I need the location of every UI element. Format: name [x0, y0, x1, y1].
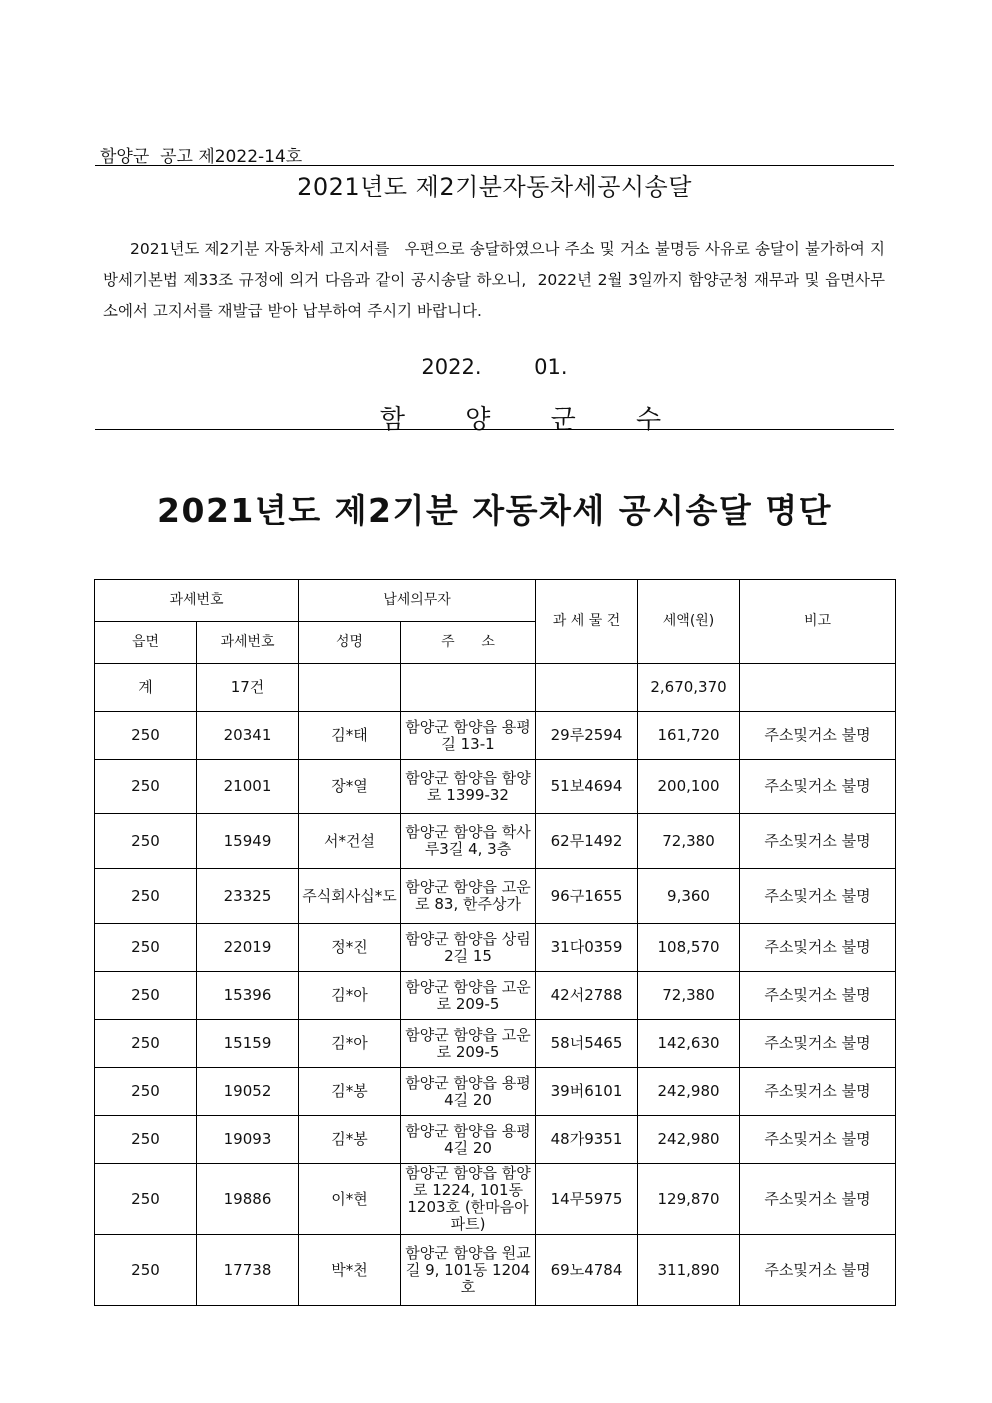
district-cell: 250: [95, 1235, 197, 1306]
tax-object-cell: 42서2788: [536, 972, 638, 1020]
header-tax-number-group: 과세번호: [95, 580, 299, 622]
total-row: [95, 664, 896, 712]
amount-cell: 142,630: [638, 1020, 740, 1068]
amount-cell: 9,360: [638, 869, 740, 924]
district-cell: 250: [95, 760, 197, 814]
address-cell: 함양군 함양읍 학사루3길 4, 3층: [401, 814, 536, 869]
address-cell: 함양군 함양읍 상림2길 15: [401, 924, 536, 972]
address-cell: 함양군 함양읍 용평4길 20: [401, 1116, 536, 1164]
tax-object-cell: 69노4784: [536, 1235, 638, 1306]
amount-cell: 161,720: [638, 712, 740, 760]
notice-subject: 2021년도 제2기분자동차세공시송달: [297, 173, 692, 201]
address-cell: 함양군 함양읍 용평4길 20: [401, 1068, 536, 1116]
tax-object-cell: 58너5465: [536, 1020, 638, 1068]
address-cell: 함양군 함양읍 고운로 83, 한주상가: [401, 869, 536, 924]
tax-number-cell: 19052: [197, 1068, 299, 1116]
total-amount: 2,670,370: [638, 664, 740, 712]
district-cell: 250: [95, 712, 197, 760]
tax-object-cell: 31다0359: [536, 924, 638, 972]
amount-cell: 311,890: [638, 1235, 740, 1306]
note-cell: 주소및거소 불명: [740, 1235, 896, 1306]
issuer-divider: [95, 429, 894, 430]
tax-number-cell: 15396: [197, 972, 299, 1020]
name-cell: 장*열: [299, 760, 401, 814]
tax-object-cell: 39버6101: [536, 1068, 638, 1116]
tax-object-cell: 62무1492: [536, 814, 638, 869]
header-note: 비고: [740, 580, 896, 664]
header-district: 읍면: [95, 622, 197, 664]
note-cell: 주소및거소 불명: [740, 1116, 896, 1164]
address-cell: 함양군 함양읍 고운로 209-5: [401, 972, 536, 1020]
table-row: [95, 1116, 896, 1164]
note-cell: 주소및거소 불명: [740, 972, 896, 1020]
table-row: [95, 1164, 896, 1235]
tax-object-cell: 96구1655: [536, 869, 638, 924]
issuer: 함 양 군 수: [379, 405, 662, 435]
address-cell: 함양군 함양읍 고운로 209-5: [401, 1020, 536, 1068]
amount-cell: 200,100: [638, 760, 740, 814]
group-header-row: [95, 580, 896, 622]
table-row: [95, 1068, 896, 1116]
name-cell: 김*아: [299, 972, 401, 1020]
tax-number-cell: 20341: [197, 712, 299, 760]
tax-number-cell: 15949: [197, 814, 299, 869]
header-address: 주 소: [401, 622, 536, 664]
note-cell: 주소및거소 불명: [740, 1068, 896, 1116]
table-row: [95, 924, 896, 972]
notice-date: 2022. 01.: [421, 355, 568, 379]
name-cell: 이*현: [299, 1164, 401, 1235]
name-cell: 박*천: [299, 1235, 401, 1306]
district-cell: 250: [95, 1116, 197, 1164]
address-cell: 함양군 함양읍 원교길 9, 101동 1204호: [401, 1235, 536, 1306]
name-cell: 김*봉: [299, 1068, 401, 1116]
note-cell: 주소및거소 불명: [740, 814, 896, 869]
district-cell: 250: [95, 1068, 197, 1116]
tax-object-cell: 14무5975: [536, 1164, 638, 1235]
table-row: [95, 814, 896, 869]
tax-number-cell: 17738: [197, 1235, 299, 1306]
address-cell: 함양군 함양읍 용평길 13-1: [401, 712, 536, 760]
table-row: [95, 869, 896, 924]
district-cell: 250: [95, 814, 197, 869]
note-cell: 주소및거소 불명: [740, 869, 896, 924]
tax-number-cell: 15159: [197, 1020, 299, 1068]
note-cell: 주소및거소 불명: [740, 712, 896, 760]
table-row: [95, 712, 896, 760]
total-empty-cell: [740, 664, 896, 712]
tax-object-cell: 29루2594: [536, 712, 638, 760]
name-cell: 주식회사십*도: [299, 869, 401, 924]
amount-cell: 242,980: [638, 1068, 740, 1116]
name-cell: 서*건설: [299, 814, 401, 869]
amount-cell: 72,380: [638, 972, 740, 1020]
name-cell: 김*태: [299, 712, 401, 760]
tax-number-cell: 19093: [197, 1116, 299, 1164]
district-cell: 250: [95, 869, 197, 924]
district-cell: 250: [95, 1164, 197, 1235]
tax-number-cell: 21001: [197, 760, 299, 814]
tax-number-cell: 23325: [197, 869, 299, 924]
address-cell: 함양군 함양읍 함양로 1399-32: [401, 760, 536, 814]
note-cell: 주소및거소 불명: [740, 1020, 896, 1068]
header-tax-number: 과세번호: [197, 622, 299, 664]
table-row: [95, 1235, 896, 1306]
name-cell: 정*진: [299, 924, 401, 972]
note-cell: 주소및거소 불명: [740, 760, 896, 814]
name-cell: 김*봉: [299, 1116, 401, 1164]
note-cell: 주소및거소 불명: [740, 1164, 896, 1235]
tax-number-cell: 19886: [197, 1164, 299, 1235]
tax-number-cell: 22019: [197, 924, 299, 972]
district-cell: 250: [95, 1020, 197, 1068]
header-name: 성명: [299, 622, 401, 664]
total-empty-cell: [299, 664, 401, 712]
note-cell: 주소및거소 불명: [740, 924, 896, 972]
total-empty-cell: [401, 664, 536, 712]
total-empty-cell: [536, 664, 638, 712]
table-row: [95, 1020, 896, 1068]
header-tax-amount: 세액(원): [638, 580, 740, 664]
district-cell: 250: [95, 924, 197, 972]
total-label: 계: [95, 664, 197, 712]
service-roster-table: [94, 579, 896, 1306]
amount-cell: 242,980: [638, 1116, 740, 1164]
list-title: 2021년도 제2기분 자동차세 공시송달 명단: [157, 491, 832, 530]
name-cell: 김*아: [299, 1020, 401, 1068]
amount-cell: 129,870: [638, 1164, 740, 1235]
header-divider: [95, 165, 894, 166]
table-row: [95, 760, 896, 814]
notice-body: 2021년도 제2기분 자동차세 고지서를 우편으로 송달하였으나 주소 및 거소 불명등 사유로 송달이 불가하여 지방세기본법 제33조 규정에 의거 다음과 같이 공시송달 하오니, 2022년 2월 3일까지 함양군청 재무과 및 읍면사무소에서 고지서를 재발급 받아 납부하여 주시기 바랍니다.: [103, 240, 885, 320]
total-count: 17건: [197, 664, 299, 712]
amount-cell: 108,570: [638, 924, 740, 972]
table-row: [95, 972, 896, 1020]
address-cell: 함양군 함양읍 함양로 1224, 101동 1203호 (한마음아파트): [401, 1164, 536, 1235]
amount-cell: 72,380: [638, 814, 740, 869]
tax-object-cell: 48가9351: [536, 1116, 638, 1164]
header-taxpayer-group: 납세의무자: [299, 580, 536, 622]
district-cell: 250: [95, 972, 197, 1020]
notice-number: 함양군 공고 제2022-14호: [100, 147, 303, 167]
tax-object-cell: 51보4694: [536, 760, 638, 814]
header-tax-object: 과 세 물 건: [536, 580, 638, 664]
